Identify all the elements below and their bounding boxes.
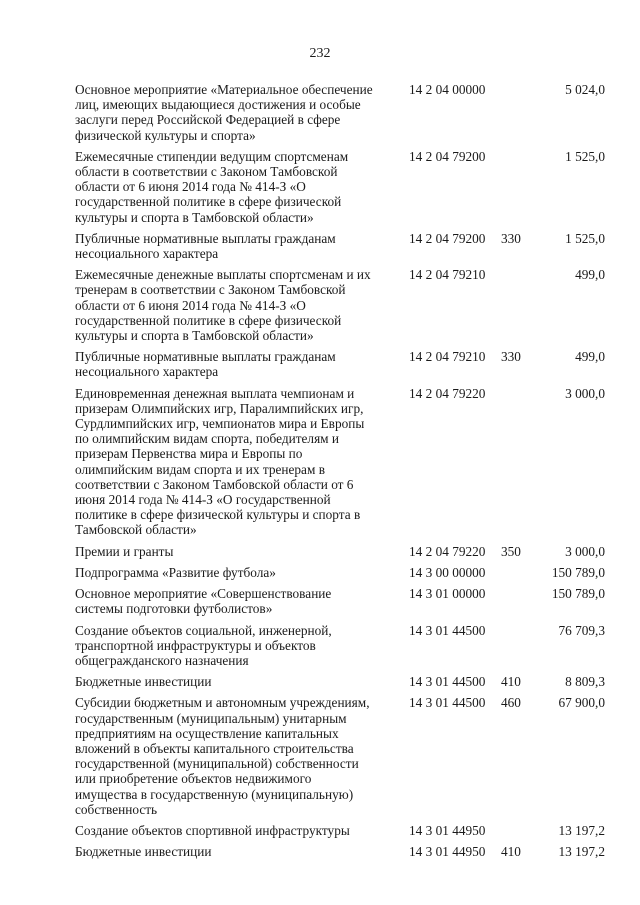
row-amount: 3 000,0 — [565, 543, 605, 559]
row-name: Ежемесячные стипендии ведущим спортсменам области в соответствии с Законом Тамбовской области от 6 июня 2014 года № 414-З «О государственной политике в сфере физической культуры и спорта в Тамбовской области» — [75, 148, 349, 225]
table-row — [75, 623, 605, 669]
table-row — [75, 844, 605, 859]
row-amount: 499,0 — [575, 267, 605, 283]
budget-table — [75, 82, 605, 865]
table-row — [75, 386, 605, 538]
row-expense-type: 350 — [501, 543, 521, 559]
row-amount: 76 709,3 — [558, 622, 605, 638]
row-amount: 13 197,2 — [558, 844, 605, 860]
table-row — [75, 674, 605, 689]
row-amount: 67 900,0 — [558, 695, 605, 711]
table-row — [75, 565, 605, 580]
row-name: Субсидии бюджетным и автономным учреждениям, государственным (муниципальным) унитарным предприятиям на осуществление капитальных вложений в объекты капитального строительства государственной (муниципальной) собственности или приобретение объектов недвижимого имущества в государственную (муниципальную) собственность — [75, 695, 370, 817]
row-name: Бюджетные инвестиции — [75, 844, 212, 860]
row-name: Основное мероприятие «Материальное обеспечение лиц, имеющих выдающиеся достижения и особые заслуги перед Российской Федерацией в сфере физической культуры и спорта» — [75, 82, 373, 143]
row-expense-type: 410 — [501, 674, 521, 690]
row-amount: 3 000,0 — [565, 385, 605, 401]
row-code: 14 3 01 44950 — [409, 844, 486, 860]
table-row — [75, 695, 605, 817]
row-expense-type: 330 — [501, 349, 521, 365]
row-code: 14 2 04 79200 — [409, 148, 486, 164]
row-name: Подпрограмма «Развитие футбола» — [75, 564, 276, 580]
row-name: Ежемесячные денежные выплаты спортсменам и их тренерам в соответствии с Законом Тамбовской области от 6 июня 2014 года № 414-З «О государственной политике в сфере физической культуры и спорта в Тамбовской области» — [75, 267, 371, 344]
row-code: 14 2 04 79220 — [409, 543, 486, 559]
table-row — [75, 82, 605, 143]
row-name: Создание объектов социальной, инженерной, транспортной инфраструктуры и объектов общегражданского назначения — [75, 622, 332, 668]
row-code: 14 3 01 00000 — [409, 586, 486, 602]
row-name: Публичные нормативные выплаты гражданам несоциального характера — [75, 349, 336, 380]
table-row — [75, 544, 605, 559]
row-name: Публичные нормативные выплаты гражданам несоциального характера — [75, 230, 336, 262]
table-row — [75, 267, 605, 343]
row-expense-type: 460 — [501, 695, 521, 711]
table-row — [75, 231, 605, 261]
row-amount: 8 809,3 — [565, 674, 605, 690]
row-name: Премии и гранты — [75, 543, 174, 559]
table-row — [75, 149, 605, 225]
row-name: Единовременная денежная выплата чемпионам и призерам Олимпийских игр, Паралимпийских игр, Сурдлимпийских игр, чемпионатов мира и Европы по олимпийским видам спорта, победителям и призерам Первенства мира и Европы по олимпийским видам спорта и их тренерам в соответствии с Законом Тамбовской области от 6 июня 2014 года № 414-З «О государственной политике в сфере физической культуры и спорта в Тамбовской области» — [75, 385, 365, 538]
page-number: 232 — [309, 46, 331, 61]
row-code: 14 2 04 79220 — [409, 385, 486, 401]
row-code: 14 2 04 00000 — [409, 82, 486, 97]
row-amount: 1 525,0 — [565, 148, 605, 164]
row-amount: 5 024,0 — [565, 82, 605, 97]
row-name: Бюджетные инвестиции — [75, 674, 212, 690]
table-row — [75, 349, 605, 379]
row-amount: 499,0 — [575, 349, 605, 365]
row-expense-type: 330 — [501, 230, 521, 246]
row-expense-type: 410 — [501, 844, 521, 860]
row-amount: 1 525,0 — [565, 230, 605, 246]
row-code: 14 3 01 44500 — [409, 695, 486, 711]
row-name: Создание объектов спортивной инфраструктуры — [75, 822, 350, 838]
row-code: 14 3 01 44500 — [409, 622, 486, 638]
row-code: 14 2 04 79200 — [409, 230, 486, 246]
table-row — [75, 823, 605, 838]
row-name: Основное мероприятие «Совершенствование системы подготовки футболистов» — [75, 586, 332, 617]
row-code: 14 3 01 44950 — [409, 822, 486, 838]
row-code: 14 3 01 44500 — [409, 674, 486, 690]
row-code: 14 2 04 79210 — [409, 267, 486, 283]
table-row — [75, 586, 605, 616]
row-code: 14 2 04 79210 — [409, 349, 486, 365]
row-code: 14 3 00 00000 — [409, 564, 486, 580]
row-amount: 150 789,0 — [551, 564, 605, 580]
row-amount: 13 197,2 — [558, 822, 605, 838]
row-amount: 150 789,0 — [551, 586, 605, 602]
